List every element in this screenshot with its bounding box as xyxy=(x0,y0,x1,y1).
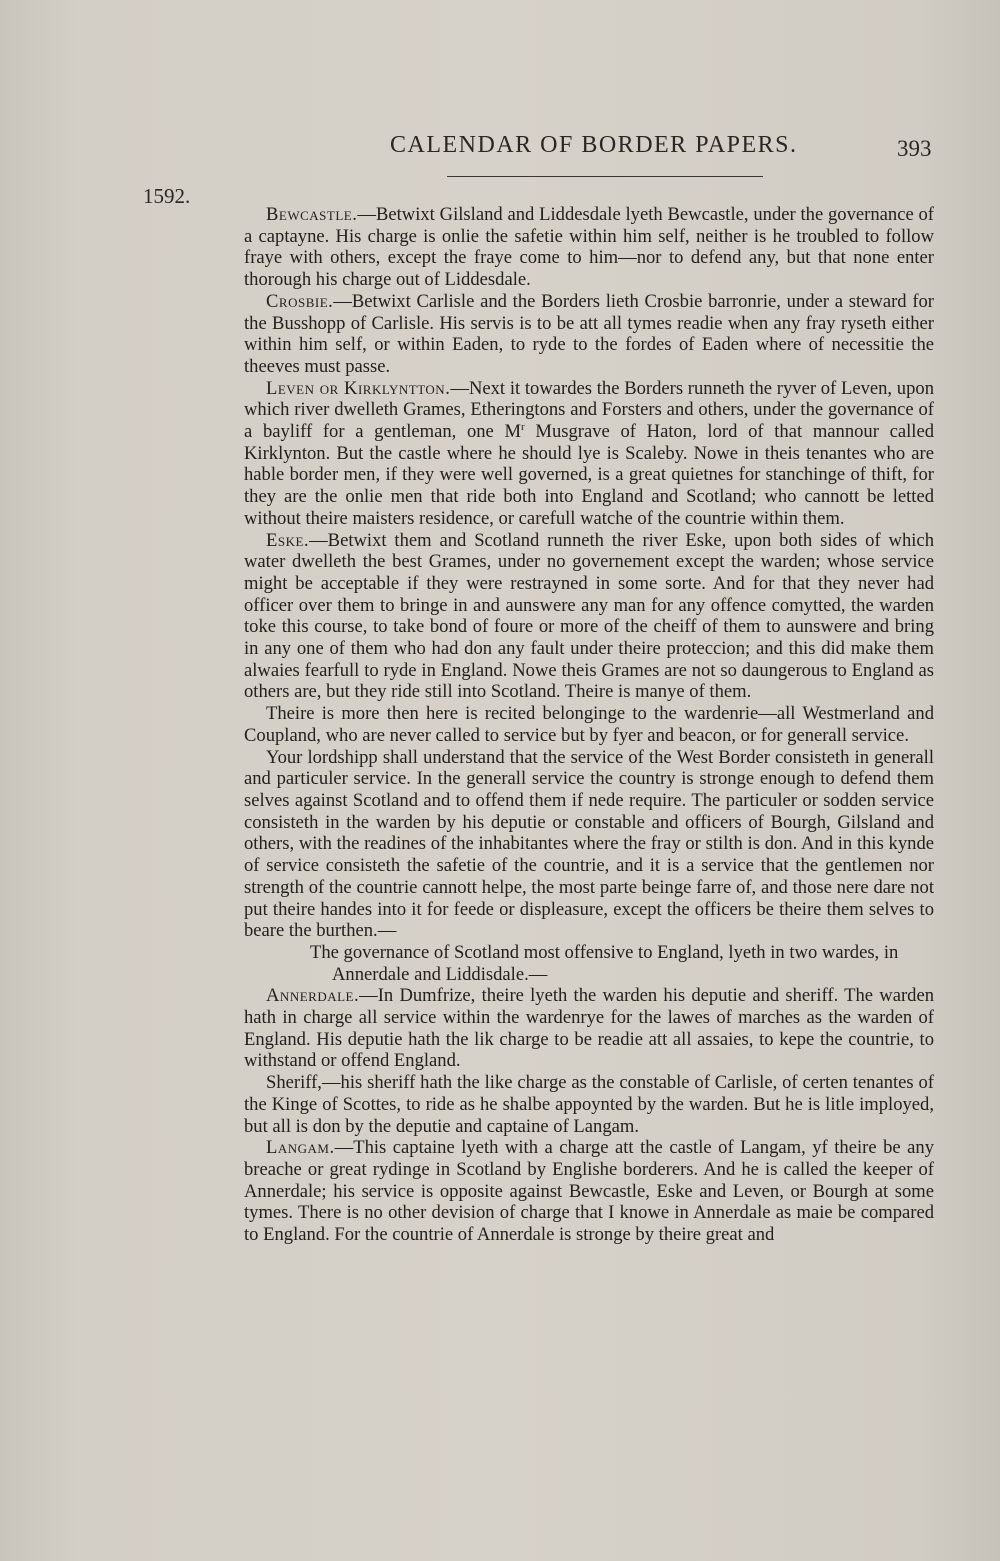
section-heading: Crosbie. xyxy=(266,290,334,312)
paragraph-langam xyxy=(244,1137,934,1246)
superscript: r xyxy=(521,420,525,433)
paragraph-text: —Betwixt Carlisle and the Borders lieth Crosbie barronrie, under a steward for the Busshopp of Carlisle. His servis is to be att all tymes readie when any fray ryseth either within him self, or within Eaden, to ryde to the fordes of Eaden where of necessitie the theeves must passe. xyxy=(244,290,934,377)
section-heading: Leven or Kirklyntton. xyxy=(266,377,451,399)
body-text xyxy=(244,204,934,1246)
header-rule xyxy=(447,176,763,177)
section-heading: Annerdale. xyxy=(266,985,360,1007)
paragraph-sheriff xyxy=(244,1072,934,1137)
paragraph-crosbie xyxy=(244,291,934,378)
paragraph-text: Your lordshipp shall understand that the service of the West Border consisteth in generall and particuler service. In the generall service the country is stronge enough to defend them selves against Scotland and to offend them if nede require. The particuler or sodden service consisteth in the warden by his deputie or constable and officers of Bourgh, Gilsland and others, with the readines of the inhabitantes where the fray or stilth is don. And in this kynde of service consisteth the safetie of the countrie, and it is a service that the gentlemen nor strength of the countrie cannott helpe, the most parte beinge farre of, and those nere dare not put theire handes into it for feede or displeasure, except the officers be theire them selves to beare the burthen.— xyxy=(244,746,934,942)
paragraph-leven xyxy=(244,378,934,530)
section-heading: Langam. xyxy=(266,1137,335,1159)
paragraph-eske xyxy=(244,530,934,704)
paragraph-text: The governance of Scotland most offensive to England, lyeth in two wardes, in Annerdale and Liddisdale.— xyxy=(310,941,899,985)
section-heading: Eske. xyxy=(266,529,310,551)
page-number: 393 xyxy=(897,136,932,161)
paragraph-bewcastle xyxy=(244,204,934,291)
paragraph-text: —Next it towardes the Borders runneth the ryver of Leven, upon which river dwelleth Grames, Etheringtons and Forsters and others, under the governance of a bayliff for a gentleman, one M xyxy=(244,377,934,443)
paragraph-text: —This captaine lyeth with a charge att the castle of Langam, yf theire be any breache or great rydinge in Scotland by Englishe borderers. And he is called the keeper of Annerdale; his service is opposite against Bewcastle, Eske and Leven, or Bourgh at some tymes. There is no other devision of charge that I knowe in Annerdale as maie be compared to England. For the countrie of Annerdale is stronge by theire great and xyxy=(244,1137,934,1246)
paragraph-text: Sheriff,—his sheriff hath the like charge as the constable of Carlisle, of certen tenantes of the Kinge of Scottes, to ride as he shalbe appoynted by the warden. But he is litle imployed, but all is don by the deputie and captaine of Langam. xyxy=(244,1072,934,1137)
paragraph-annerdale xyxy=(244,985,934,1072)
section-heading: Bewcastle. xyxy=(266,204,358,225)
paragraph-text: —Betwixt them and Scotland runneth the river Eske, upon both sides of which water dwelleth the best Grames, under no governement except the warden; whose service might be acceptable if they were restrayned in some sorte. And for that they never had officer over them to bringe in and aunswere any man for any offence comytted, the warden toke this course, to take bond of foure or more of the cheiff of them to aunswere and bring in any one of them who had don any fault under theire proteccion; and this did make them alwaies fearfull to ryde in England. Nowe theis Grames are not so daungerous to England as others are, but they ride still into Scotland. Theire is manye of them. xyxy=(244,529,934,703)
margin-year: 1592. xyxy=(143,184,191,208)
paragraph-governance xyxy=(310,942,924,985)
paragraph-service xyxy=(244,747,934,942)
paragraph-text: —Betwixt Gilsland and Liddesdale lyeth Bewcastle, under the governance of a captayne. His charge is onlie the safetie within him self, neither is he troubled to follow fraye with others, except the fraye come to him—nor to defend any, but that none enter thorough his charge out of Liddesdale. xyxy=(244,204,934,291)
paragraph-wardenrie xyxy=(244,703,934,746)
paragraph-text: Musgrave of Haton, lord of that mannour called Kirklynton. But the castle where he should lye is Scaleby. Nowe in theis tenantes who are hable border men, if they were well governed, is a great quietnes for stanchinge of thift, for they are the onlie men that ride both into England and Scotland; who cannott be letted without theire maisters residence, or carefull watche of the countrie within them. xyxy=(244,421,934,529)
paragraph-text: Theire is more then here is recited belonginge to the wardenrie—all Westmerland and Coupland, who are never called to service but by fyer and beacon, or for generall service. xyxy=(244,703,934,746)
paragraph-text: —In Dumfrize, theire lyeth the warden his deputie and sheriff. The warden hath in charge all service within the wardenrye for the lawes of marches as the warden of England. His deputie hath the lik charge to be readie att all assaies, to kepe the countrie, to withstand or offend England. xyxy=(244,985,934,1072)
running-title: CALENDAR OF BORDER PAPERS. xyxy=(390,132,798,158)
